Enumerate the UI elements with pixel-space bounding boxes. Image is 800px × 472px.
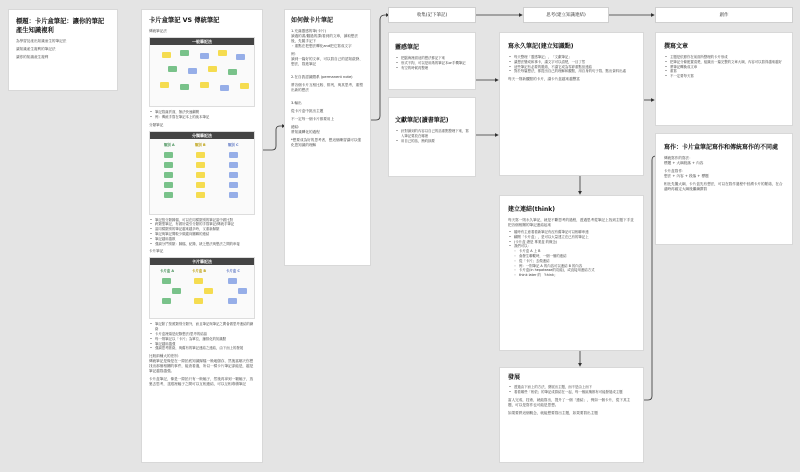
literature-note-bullet: • 用自己的話，簡約摘要 [395,139,469,144]
comparison-paragraph: 傳統筆記是像是在一際拍底知識歸檔一般地儲存，然後當哪天你想找出那個相關的事件，能查看過，所以一樣卡片筆記卻能是，越是筆記越寫越強。 [149,359,254,374]
write-article-bullet: • 主題是依據你在前面所整理的卡片形成 [664,55,784,60]
comparison-bullet: • 筆記除了按照類別分類外，而且筆記與筆記之間會做思考連結的網絡 [149,322,255,332]
section-label: 分類筆記 [149,122,164,127]
write-article-bullet: • 把筆記分條配置清楚，組織出一篇完整的文章大綱，內容可以寫得越來越好 [664,60,784,65]
comparison-card [142,10,262,462]
comparison-bullet: • 筆記寫滿頁面，無法快速翻閱 [149,110,255,115]
green-note [172,288,181,294]
literature-note-bullet: • 針對讀到的內容以自己的話重點整理下來，寫入筆記要放在哪裡 [395,129,469,139]
yellow-note [194,298,203,304]
green-note [228,69,237,75]
permanent-note-title: 寫永久筆記(建立知識點) [508,43,574,50]
writing-compare-card [656,134,792,244]
yellow-note [240,83,249,89]
blue-note [229,192,238,198]
how-to-block: 不一定每一個卡片都要用上 [291,117,335,121]
blue-note [188,68,197,74]
writing-compare-line: 卡片盒寫作： [664,169,686,173]
write-article-bullet: • 不一定要每天寫 [664,74,784,79]
collect-header: 收集(記下筆記) [389,8,475,22]
develop-paragraph: 當人完成，技術，就能寫出，提升了一個「連結」，例如一個卡片，從下其主題，可以是寫作也可能是思想。 [508,397,631,407]
category-notes-diagram [149,131,255,215]
how-to-block: 3.輸出 [291,101,302,105]
permanent-note-card [500,33,643,175]
permanent-note-bullet: • 每天整理「靈感筆記」、「文獻筆記」 [508,55,635,60]
write-article-bullet: • 將筆記轉換成文章 [664,65,784,70]
blue-note [229,172,238,178]
green-note [162,298,171,304]
title-card [9,10,117,90]
fleeting-note-bullet: • 形式不拘，可以是用紙的筆記本or手機筆記 [395,61,469,66]
writing-compare-title: 寫作：卡片盒筆記寫作和傳統寫作的不同處 [664,144,779,151]
literature-note-card [389,98,475,176]
link-notes-bullet: • 我們可以： [508,244,635,249]
develop-bullet: • 透過由下而上的方法，發展出主題，而不是由上而下 [508,385,635,390]
green-note [164,182,173,188]
how-to-block: 從卡片盒中挑出主題 [291,109,324,113]
blue-note [229,182,238,188]
diagram-header: 分類筆記法 [150,132,254,139]
diagram-header: 一般筆記法 [150,38,254,45]
write-article-card [656,33,792,125]
comparison-bullet: • 筆記越用越強 [149,342,255,347]
link-notes-bullet: • 隨時有主意看看新筆記有沒有舊筆記可以相聯串連 [508,230,635,235]
blue-note [228,278,237,284]
comparison-bullet: • 強調思考脈絡，與舊有的筆記連結之連結，由下而上的發展 [149,346,255,351]
link-notes-sub-bullet: ◦ 從「卡片」去做連結 [508,259,635,264]
how-to-block: 2.在自我認識體系 (permanent note) [291,75,353,79]
link-notes-card [500,196,643,350]
blue-note [200,53,209,59]
section-label: 比較兩種大的差別： [149,354,182,359]
comparison-title: 卡片盒筆記 VS 傳統筆記 [149,17,220,24]
column-header: 類別 A [164,142,175,147]
create-header: 創作 [656,8,792,22]
writing-compare-line: 標題 + 大綱段落 + 內容 [664,161,704,165]
link-notes-sub-bullet: ◦ 會發生聯繫時，一個一個的連結 [508,254,635,259]
green-note [164,192,173,198]
comparison-bullet: • 每一則筆記以「卡片」為單位，鋪排化的知識點 [149,337,255,342]
permanent-note-foot: 每天一則新觀點的卡片，讓卡片盒越來越豐富 [508,77,580,82]
comparison-bullet: • 筆記越用越散 [149,237,255,242]
yellow-note [208,66,217,72]
link-notes-title: 建立連結(think) [508,206,555,213]
develop-paragraph: 如果要將這個概念，就能想要寫出主題，如果要寫出主題 [508,410,598,415]
column-header: 卡片盒 A [160,269,174,274]
diagram-header: 卡片筆記法 [150,258,254,265]
think-header: 思考(建立知識連結) [524,8,608,22]
yellow-note [160,82,169,88]
title-card-heading: 標題：卡片盒筆記：讓你的筆記產生知識複利 [16,18,105,34]
writing-compare-line: 傳統寫作的寫法： [664,156,693,160]
permanent-note-bullet: • 這些筆記有必要的脈絡，不讓它成為零碎重點但連結 [508,65,635,70]
how-to-title: 如何做卡片筆記 [291,17,334,24]
blue-note [236,54,245,60]
fleeting-note-title: 靈感筆記 [395,44,420,51]
green-note [168,66,177,72]
blue-note [220,85,229,91]
link-notes-bullet: • 翻閱「卡片盒」，是可以大量建立在已有的筆記上 [508,235,635,240]
column-header: 類別 B [195,142,206,147]
link-notes-intro: 每天寫一則永久筆記，就是不斷思考的過程，透過思考從筆記上找到主題下手並把各個相關的筆記連結起來 [508,218,634,227]
green-note [164,172,173,178]
zettel-notes-diagram [149,257,255,319]
green-note [180,50,189,56]
comparison-bullet: • 當同樣類別的筆記越來越多時，又重新歸類 [149,227,255,232]
blue-note [229,152,238,158]
section-label: 卡片筆記 [149,249,164,254]
permanent-note-bullet: • 讓想法變成和事卡，讓文字可以清楚，一目了然 [508,60,635,65]
comparison-bullet: • 跨類型筆記，有做好索引分類的手寫筆記/傳統手筆記 [149,222,255,227]
link-notes-sub-bullet: ◦ 卡片盒(in hepatease的功能)，或直接用連結方式 [508,268,635,273]
yellow-note [200,82,209,88]
develop-bullet: • 看看哪些「相依」的筆記成群結在一起，每一個區塊都有可能發展成主題 [508,390,635,395]
comparison-bullet: • 強調分門別類：歸檔、紀錄，缺乏想法與想法之間的串接 [149,242,255,247]
comparison-paragraph: 卡片盒筆記，像是一際拍只有一般幅子，然後再拿到一顆幅子，放裏去思考，並跟裡幅子之間可以互相連結，可以互相堆積筆記 [149,377,254,387]
comparison-intro: 傳統筆記法 [149,29,167,33]
green-note [164,152,173,158]
yellow-note [162,52,171,58]
yellow-note [194,278,203,284]
fleeting-note-bullet: • 把腦海裡面這的想法都記下來 [395,56,469,61]
yellow-note [196,182,205,188]
title-card-line: 讓你的知識產生複利 [16,55,49,59]
how-to-block: *想要成為好的思考者，想這個練習讓可以強化您知識的理解 [291,138,362,147]
link-notes-sub-bullet: ◦ 例：一則筆記 A 的內容可以連結 B 的內容 [508,264,635,269]
title-card-line: 為學習及產出知識而生的筆記法 [16,39,67,43]
title-card-line: 讓知識產生複利的筆記法 [16,47,56,51]
blue-note [228,298,237,304]
yellow-note [196,172,205,178]
green-note [180,84,189,90]
link-notes-sub-bullet: ◦ 卡片盒 A 上 B [508,249,635,254]
comparison-bullet: • 例：傳統手寫在筆記本上的純本筆記 [149,115,255,120]
fleeting-note-card [389,33,475,89]
blue-note [238,288,247,294]
comparison-bullet: • 筆記與筆記間較少做縱向關聯的連結 [149,232,255,237]
develop-title: 發展 [508,374,521,381]
blue-note [229,162,238,168]
link-notes-sub-bullet: ◦ think later 的 「think」 [508,273,635,278]
comparison-bullet: • 卡片盒裡頭是紀錄想法/思考的結晶 [149,332,255,337]
green-note [162,278,171,284]
column-header: 卡片盒 B [192,269,206,274]
link-notes-bullet: • (卡片盒 總是 專業盒 的概念) [508,240,635,245]
how-to-block: 將各個卡片互相比較、排列，與其思考，重塑出新的想法 [291,83,363,92]
writing-compare-line: 相比先擬大綱，卡片盒先有想法，可以在寫作過程中回溯卡片的脈絡，在合適時再確定大綱後繼續撰寫 [664,182,783,191]
green-note [164,162,173,168]
comparison-bullet: • 筆記按分類歸檔，可以在同樣類別的筆記當中做比對 [149,218,255,223]
develop-card [500,368,643,462]
column-header: 類別 C [228,142,239,147]
yellow-note [196,162,205,168]
general-notes-diagram [149,37,255,107]
how-to-block: 總結: 將知識轉化的過程 [291,125,320,134]
yellow-note [196,152,205,158]
yellow-note [196,192,205,198]
write-article-title: 撰寫文章 [664,43,689,50]
fleeting-note-bullet: • 有空的時候再整理 [395,66,469,71]
writing-compare-line: 想法 + 內容 + 段落 + 標題 [664,174,709,178]
yellow-note [218,50,227,56]
literature-note-title: 文獻筆記(讀書筆記) [395,117,449,124]
yellow-note [204,288,213,294]
column-header: 卡片盒 C [226,269,240,274]
how-to-card [285,10,370,265]
how-to-block: 例： 讀到一篇好的文章，可以寫自己的認知啟發、想法，寫進筆記 [291,52,363,66]
write-article-bullet: • 重寫 [664,69,784,74]
permanent-note-bullet: • 對於每篇想法，都提出自己的理解和觀點，用自身的句子寫、點出資料出處 [508,69,635,74]
how-to-block: 1.充滿靈感的筆(卡片) 讀過的書/聽過的課/看到的文章，讀取想法後，先隨手記下 ・重點在把想法轉化and把它寫成文字 [291,29,359,48]
